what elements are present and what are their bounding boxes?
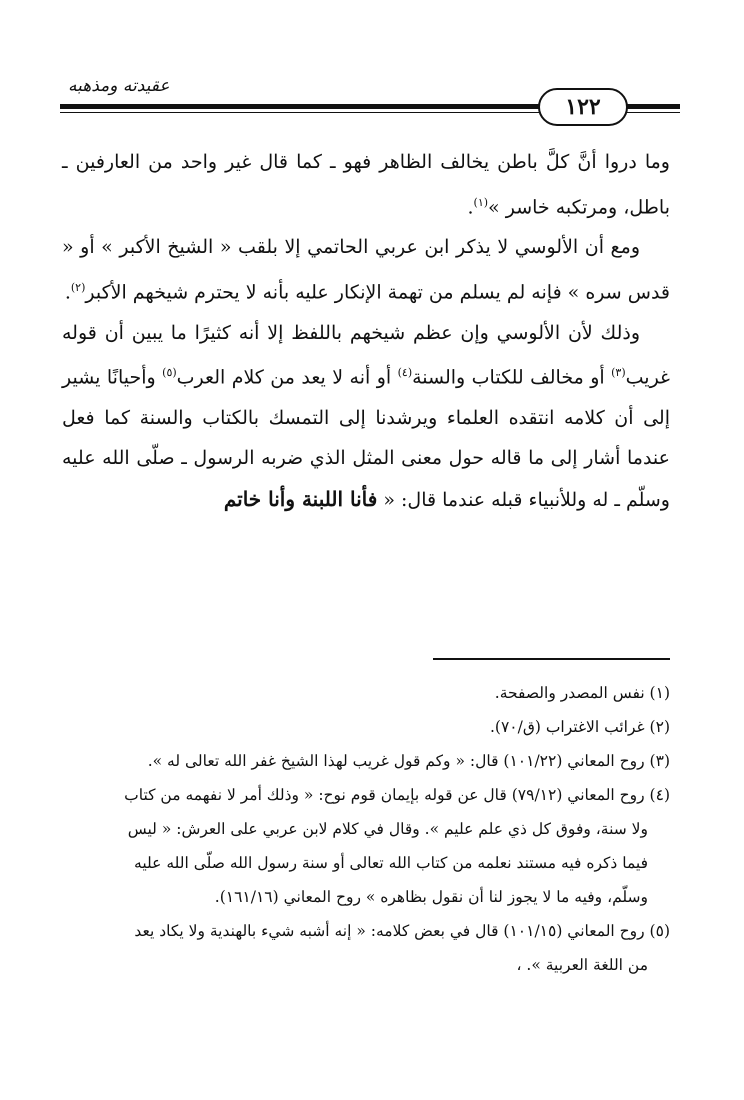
bold-quote: فأنا اللبنة وأنا خاتم — [223, 486, 378, 511]
main-text — [62, 142, 670, 520]
footnote-5: (٥) روح المعاني (١٠١/١٥) قال في بعض كلامه: « إنه أشبه شيء بالهندية ولا يكاد يعد — [134, 922, 670, 940]
footnote-ref-2: (٢) — [70, 280, 86, 294]
footnote-5-line-2: من اللغة العربية ». ، — [516, 956, 648, 974]
footnote-1: (١) نفس المصدر والصفحة. — [494, 684, 670, 702]
footnote-3: (٣) روح المعاني (١٠١/٢٢) قال: « وكم قول غريب لهذا الشيخ غفر الله تعالى له ». — [147, 752, 670, 770]
footnote-4-line-2: ولا سنة، وفوق كل ذي علم عليم ». وقال في كلام لابن عربي على العرش: « ليس — [127, 820, 648, 838]
paragraph-2: ومع أن الألوسي لا يذكر ابن عربي الحاتمي إلا بلقب « الشيخ الأكبر » أو « قدس سره » فإنه لم يسلم من تهمة الإنكار عليه بأنه لا يحترم شيخهم الأكبر$^{(٢)}$. — [62, 236, 670, 304]
footnote-ref-5: (٥) — [162, 366, 177, 380]
paragraph-1: وما دروا أنَّ كلَّ باطن يخالف الظاهر فهو ـ كما قال غير واحد من العارفين ـ باطل، ومرتكبه خاسر »$^{(١)}$. — [62, 151, 670, 218]
running-title: عقيدته ومذهبه — [68, 76, 170, 96]
paragraph-3: وذلك لأن الألوسي وإن عظم شيخهم باللفظ إلا أنه كثيرًا ما يبين أن قوله غريب$^{(٣)}$ أو مخالف للكتاب والسنة$^{(٤)}$ أو أنه لا يعد من كلام العرب$^{(٥)}$ وأحيانًا يشير إلى أن كلامه انتقده العلماء ويرشدنا إلى التمسك بالكتاب والسنة كما فعل عندما أشار إلى ما قاله حول معنى المثل الذي ضربه الرسول ـ صلّى الله عليه وسلّم ـ له وللأنبياء قبله عندما قال: « فأنا اللبنة وأنا خاتم — [62, 321, 670, 511]
footnote-ref-3: (٣) — [611, 366, 626, 380]
footnote-4-line-4: وسلّم، وفيه ما لا يجوز لنا أن نقول بظاهره » روح المعاني (١٦١/١٦). — [214, 888, 648, 906]
footnote-4-line-3: فيما ذكره فيه مستند نعلمه من كتاب الله تعالى أو سنة رسول الله صلّى الله عليه — [134, 854, 648, 872]
page-number: ١٢٢ — [538, 88, 628, 126]
page-header — [60, 76, 680, 126]
footnote-ref-4: (٤) — [397, 366, 413, 380]
footnote-2: (٢) غرائب الاغتراب (ق/٧٠). — [489, 718, 670, 736]
footnotes — [62, 676, 670, 982]
footnote-4: (٤) روح المعاني (٧٩/١٢) قال عن قوله بإيمان قوم نوح: « وذلك أمر لا نفهمه من كتاب — [124, 786, 670, 804]
footnote-ref-1: (١) — [473, 195, 489, 209]
footnote-separator — [433, 658, 670, 660]
